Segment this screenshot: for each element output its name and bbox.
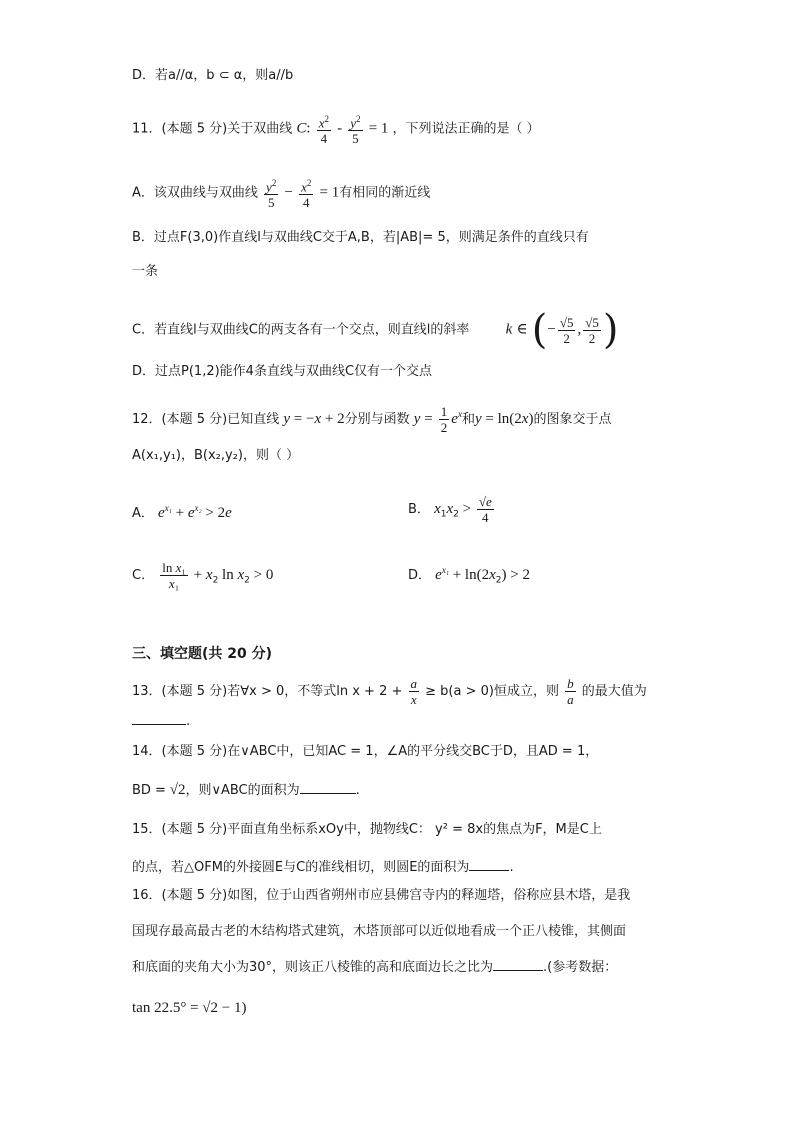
fraction: $\frac{1}{2}$ <box>440 404 448 435</box>
q15-line1: 15．(本题 5 分)平面直角坐标系xOy中，抛物线C： y² = 8x的焦点为F，M是C上 <box>132 822 602 837</box>
q12-option-c: C． $\frac{\text{ln x₁}}{\text{x₁}}$ + $x_2$ $\ln x_2 > 0$ <box>132 560 274 591</box>
fraction: $\frac{b}{a}$ <box>567 676 574 707</box>
fraction: $\frac{x^2}{4}$ <box>318 114 329 147</box>
q11-option-a: A．该双曲线与双曲线 $\frac{y^2}{5}$ − $\frac{x^2}{4}$ = 1有相同的渐近线 <box>132 178 431 211</box>
fraction: $\frac{y^2}{5}$ <box>350 114 361 147</box>
q16-line4: tan 22.5° = √2 − 1) <box>132 1000 247 1016</box>
fraction: $\frac{a}{x}$ <box>410 676 418 707</box>
fraction: $\frac{√e}{4}$ <box>478 494 492 525</box>
q11-option-c: C．若直线l与双曲线C的两支各有一个交点，则直线l的斜率 k ∈ (− $\frac{√5}{2}$ , $\frac{√5}{2}$ ) <box>132 307 619 353</box>
q13-answer-blank: . <box>132 712 190 732</box>
q13-stem: 13．(本题 5 分)若∀x > 0，不等式ln x + 2 + $\frac{a}{x}$ ≥ b(a > 0)恒成立，则 $\frac{b}{a}$ 的最大值为 <box>132 676 647 707</box>
fraction: $\frac{√5}{2}$ <box>559 314 574 346</box>
q16-line3: 和底面的夹角大小为30°，则该正八棱锥的高和底面边长之比为 .(参考数据： <box>132 960 618 975</box>
q12-stem-line1: 12．(本题 5 分)已知直线 y = −x + 2分别与函数 y = $\frac{1}{2}$ $e^x$和y = ln(2x)的图象交于点 <box>132 404 612 435</box>
fraction: $\frac{y^2}{5}$ <box>266 178 277 211</box>
q11-option-b-line1: B．过点F(3,0)作直线l与双曲线C交于A,B，若|AB|= 5，则满足条件的直线只有 <box>132 230 589 245</box>
answer-blank <box>493 958 543 971</box>
q11-option-b-line2: 一条 <box>132 264 159 279</box>
q16-line2: 国现存最高最古老的木结构塔式建筑，木塔顶部可以近似地看成一个正八棱锥，其侧面 <box>132 924 627 939</box>
fraction: $\frac{x^2}{4}$ <box>301 178 312 211</box>
q12-option-b: B． $x_1x_2$ > $\frac{√e}{4}$ <box>408 494 492 525</box>
q10-option-d: D．若a//α，b ⊂ α，则a//b <box>132 68 294 83</box>
answer-blank <box>469 858 509 871</box>
q11-stem: 11．(本题 5 分)关于双曲线 C: $\frac{x^2}{4}$ - $\frac{y^2}{5}$ = 1 ，下列说法正确的是（ ） <box>132 114 540 147</box>
answer-blank <box>132 712 186 725</box>
answer-blank <box>300 781 356 794</box>
fraction: $\frac{\text{ln x₁}}{\text{x₁}}$ <box>162 560 186 591</box>
q12-option-a: A． $e^{x_1} + e^{x_2} > 2e$ <box>132 503 232 521</box>
q14-line2: BD = √2，则∨ABC的面积为 . <box>132 782 360 798</box>
q16-line1: 16．(本题 5 分)如图，位于山西省朔州市应县佛宫寺内的释迦塔，俗称应县木塔，是我 <box>132 888 631 903</box>
q12-option-d: D． $e^{x_1} + \ln(2x_2) > 2$ <box>408 565 530 586</box>
q12-stem-line2: A(x₁,y₁)，B(x₂,y₂)，则（ ） <box>132 448 300 463</box>
q15-line2: 的点，若△OFM的外接圆E与C的准线相切，则圆E的面积为 . <box>132 860 514 875</box>
section-title: 三、填空题(共 20 分) <box>132 646 273 662</box>
q14-line1: 14．(本题 5 分)在∨ABC中，已知AC = 1，∠A的平分线交BC于D，且AD = 1， <box>132 744 599 759</box>
fraction: $\frac{√5}{2}$ <box>585 314 599 346</box>
q11-option-d: D．过点P(1,2)能作4条直线与双曲线C仅有一个交点 <box>132 364 433 379</box>
